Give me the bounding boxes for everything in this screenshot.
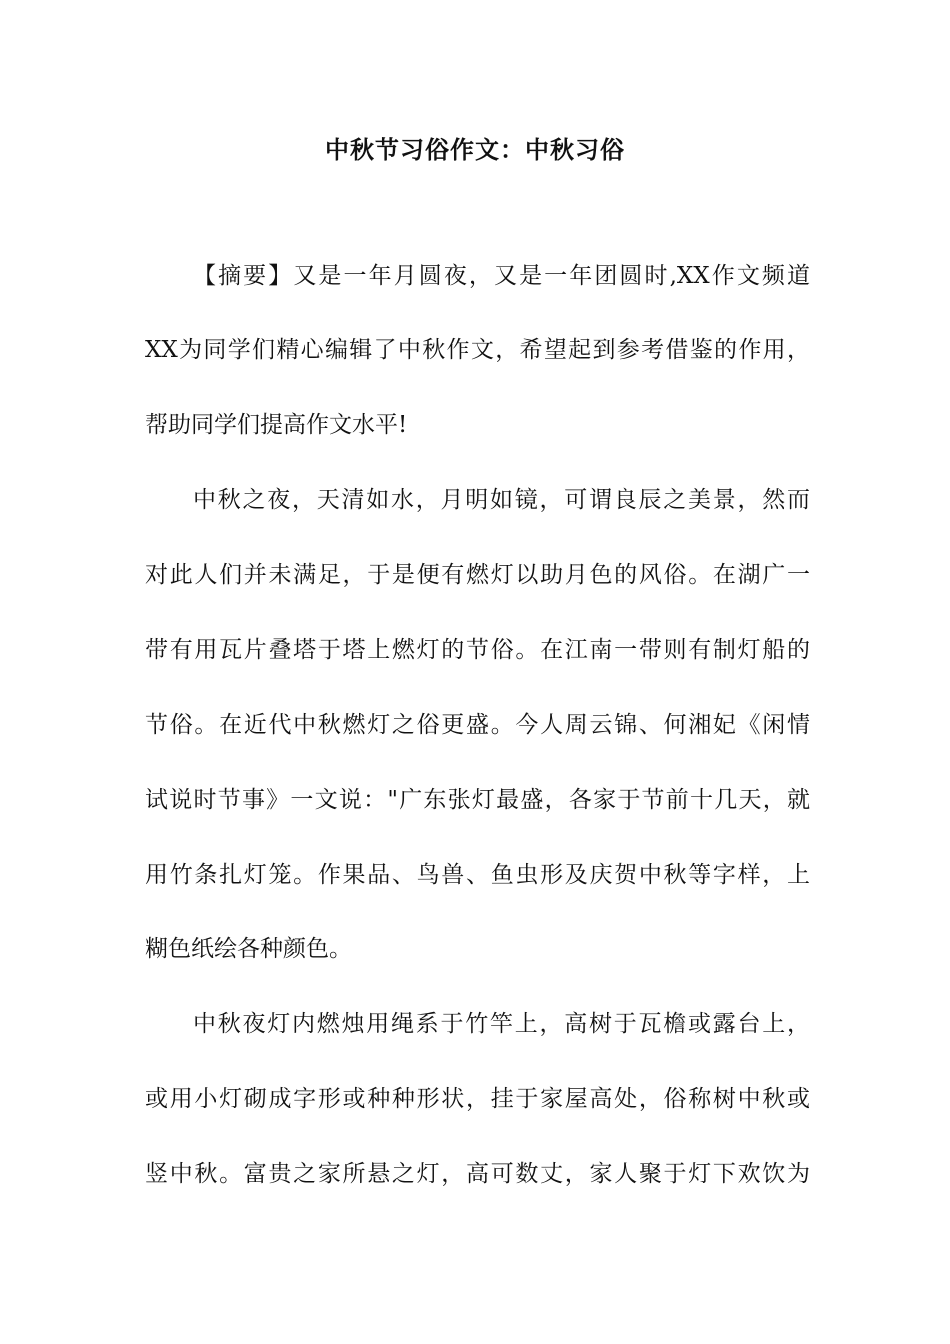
paragraph-line: 【摘要】又是一年月圆夜，又是一年团圆时,XX作文频道 [193, 263, 810, 289]
paragraph-line: 用竹条扎灯笼。作果品、鸟兽、鱼虫形及庆贺中秋等字样，上 [145, 862, 810, 888]
paragraph-line: 竖中秋。富贵之家所悬之灯，高可数丈，家人聚于灯下欢饮为 [145, 1161, 810, 1187]
paragraph-line: 试说时节事》一文说："广东张灯最盛，各家于节前十几天，就 [145, 787, 810, 813]
paragraph-line: XX为同学们精心编辑了中秋作文，希望起到参考借鉴的作用， [145, 337, 810, 363]
paragraph-line: 中秋之夜，天清如水，月明如镜，可谓良辰之美景，然而 [193, 487, 810, 513]
paragraph-line: 或用小灯砌成字形或种种形状，挂于家屋高处，俗称树中秋或 [145, 1086, 810, 1112]
paragraph-line: 中秋夜灯内燃烛用绳系于竹竿上，高树于瓦檐或露台上， [193, 1011, 810, 1037]
document-title: 中秋节习俗作文：中秋习俗 [325, 135, 625, 164]
paragraph-line: 帮助同学们提高作文水平! [145, 412, 408, 438]
paragraph-line: 节俗。在近代中秋燃灯之俗更盛。今人周云锦、何湘妃《闲情 [145, 712, 810, 738]
paragraph-line: 对此人们并未满足，于是便有燃灯以助月色的风俗。在湖广一 [145, 562, 810, 588]
paragraph-line: 糊色纸绘各种颜色。 [145, 936, 352, 962]
paragraph-line: 带有用瓦片叠塔于塔上燃灯的节俗。在江南一带则有制灯船的 [145, 637, 810, 663]
